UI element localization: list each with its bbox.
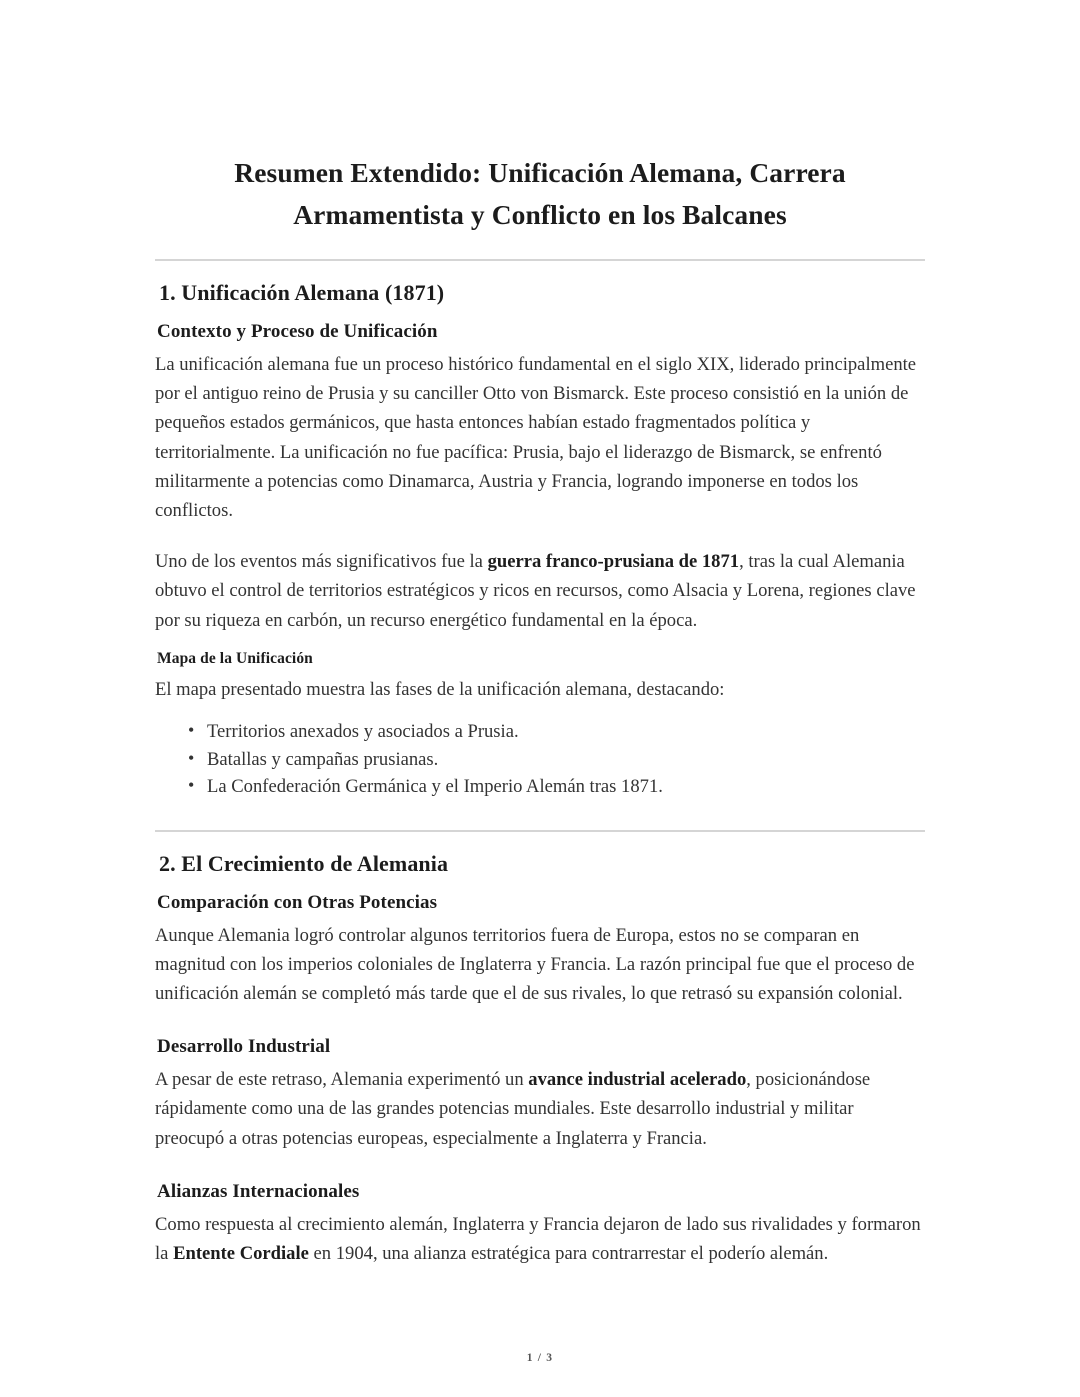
section-2-paragraph-1: Aunque Alemania logró controlar algunos territorios fuera de Europa, estos no se comparan en magnitud con los imperios coloniales de Inglaterra y Francia. La razón principal fue que el proceso de unificación alemán se completó más tarde que el de sus rivales, lo que retrasó su expansión colonial.	[155, 924, 915, 1004]
section-2-paragraph-3-bold: Entente Cordiale	[173, 1242, 309, 1264]
section-2-paragraph-2	[155, 1060, 925, 1153]
section-1-paragraph-2-pre: Uno de los eventos más significativos fue la	[155, 551, 488, 573]
list-item: • La Confederación Germánica y el Imperio Alemán tras 1871.	[155, 773, 925, 801]
section-1-paragraph-1: La unificación alemana fue un proceso histórico fundamental en el siglo XIX, liderado principalmente por el antiguo reino de Prusia y su canciller Otto von Bismarck. Este proceso consistió en la unión de pequeños estados germánicos, que hasta entonces habían estado fragmentados política y territorialmente. La unificación no fue pacífica: Prusia, bajo el liderazgo de Bismarck, se enfrentó militarmente a potencias como Dinamarca, Austria y Francia, logrando imponerse en todos los conflictos.	[155, 354, 917, 522]
section-1-paragraph-2-bold: guerra franco-prusiana de 1871	[487, 551, 740, 573]
section-1-minor-heading-mapa: Mapa de la Unificación	[157, 649, 313, 667]
section-1-subheading-contexto: Contexto y Proceso de Unificación	[157, 321, 438, 342]
section-unificacion-alemana	[155, 261, 925, 801]
section-2-heading: 2. El Crecimiento de Alemania	[159, 850, 449, 876]
section-2-subheading-comparacion: Comparación con Otras Potencias	[157, 891, 438, 913]
page-title	[155, 0, 925, 236]
section-2-subheading-alianzas: Alianzas Internacionales	[157, 1180, 360, 1202]
page-title-line-2: Armamentista y Conflicto en los Balcanes	[293, 199, 787, 230]
section-2-paragraph-2-post: , posicionándose rápidamente como una de las grandes potencias mundiales. Este desarrollo industrial y militar preocupó a otras potencias europeas, especialmente a Inglaterra y Francia.	[155, 1069, 871, 1149]
section-2-paragraph-3-pre: Como respuesta al crecimiento alemán, Inglaterra y Francia dejaron de lado sus rivalidades y formaron la	[155, 1213, 921, 1264]
list-item: • Territorios anexados y asociados a Prusia.	[155, 718, 925, 746]
document-content	[155, 0, 925, 1268]
section-1-bullet-list	[155, 704, 925, 801]
section-1-paragraph-2	[155, 525, 925, 635]
section-2-paragraph-2-pre: A pesar de este retraso, Alemania experimentó un	[155, 1069, 529, 1091]
section-crecimiento-alemania	[155, 832, 925, 1269]
section-2-paragraph-3	[155, 1205, 925, 1268]
section-2-subheading-desarrollo: Desarrollo Industrial	[157, 1036, 331, 1058]
page-footer: 1 / 3	[526, 1352, 554, 1364]
page-title-line-1: Resumen Extendido: Unificación Alemana, Carrera	[234, 157, 846, 188]
section-1-heading: 1. Unificación Alemana (1871)	[159, 280, 445, 305]
section-1-paragraph-2-post: , tras la cual Alemania obtuvo el control de territorios estratégicos y ricos en recursos, como Alsacia y Lorena, regiones clave por su riqueza en carbón, un recurso energético fundamental en la época.	[155, 551, 916, 631]
section-2-paragraph-3-post: en 1904, una alianza estratégica para contrarrestar el poderío alemán.	[308, 1242, 829, 1264]
list-item: • Batallas y campañas prusianas.	[155, 746, 925, 774]
section-2-paragraph-2-bold: avance industrial acelerado	[528, 1069, 747, 1091]
section-1-paragraph-3: El mapa presentado muestra las fases de la unificación alemana, destacando:	[155, 678, 725, 700]
